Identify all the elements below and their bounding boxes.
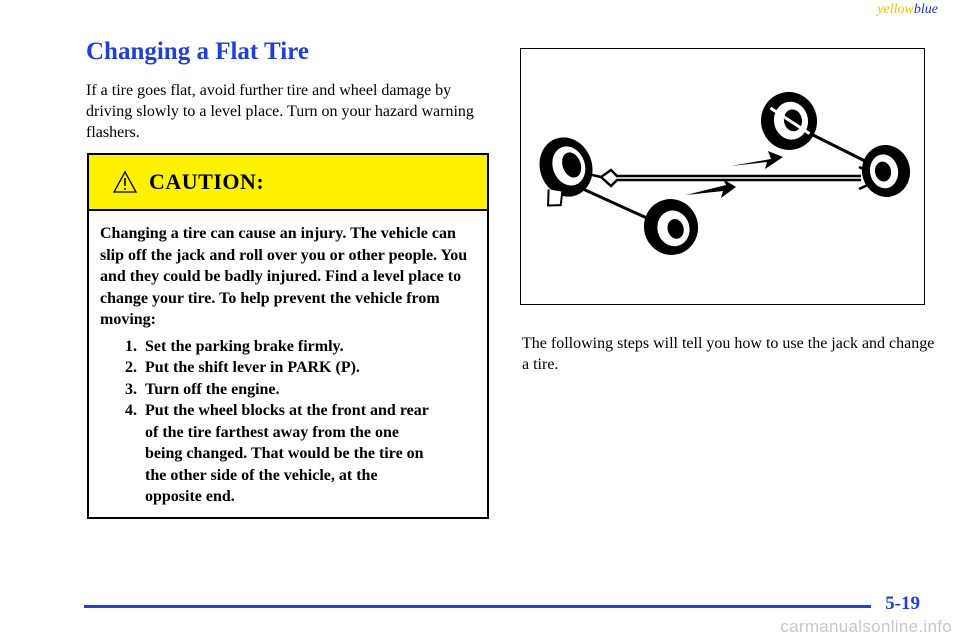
color-tag-yellow: yellow (877, 2, 914, 17)
watermark: carmanualsonline.info (780, 617, 952, 636)
steps-note: The following steps will tell you how to use the jack and change a tire. (522, 335, 935, 373)
color-tag-blue: blue (913, 2, 938, 17)
footer-rule (84, 605, 871, 608)
page-title: Changing a Flat Tire (86, 38, 309, 65)
warning-triangle-icon (113, 170, 137, 194)
caution-step (125, 379, 475, 401)
caution-header (89, 155, 487, 211)
caution-heading: CAUTION: (149, 169, 265, 194)
caution-text: Changing a tire can cause an injury. The vehicle can slip off the jack and roll over you or other people. You and they could be badly injured. Find a level place to change your tire. To help prevent the vehicle from moving: (100, 225, 468, 328)
step-text: Put the wheel blocks at the front and rear of the tire farthest away from the one being changed. That would be the tire on the other side of the vehicle, at the opposite end. (145, 402, 429, 505)
color-tag (877, 2, 938, 18)
intro-paragraph: If a tire goes flat, avoid further tire and wheel damage by driving slowly to a level place. Turn on your hazard warning flashers. (86, 82, 474, 141)
caution-step (125, 336, 475, 358)
caution-body (89, 211, 487, 508)
caution-step (125, 400, 475, 508)
step-text: Put the shift lever in PARK (P). (145, 359, 360, 376)
caution-box (87, 153, 489, 519)
step-number: 4. (125, 402, 137, 419)
tire-figure (520, 48, 925, 305)
step-text: Set the parking brake firmly. (145, 337, 344, 355)
page-number: 5-19 (885, 593, 920, 614)
step-text: Turn off the engine. (145, 380, 280, 398)
caution-steps (100, 336, 475, 508)
tire-diagonal-diagram-icon (521, 49, 924, 304)
caution-step (125, 357, 475, 379)
step-number: 2. (125, 359, 137, 376)
step-number: 3. (125, 380, 137, 398)
step-number: 1. (125, 337, 137, 355)
